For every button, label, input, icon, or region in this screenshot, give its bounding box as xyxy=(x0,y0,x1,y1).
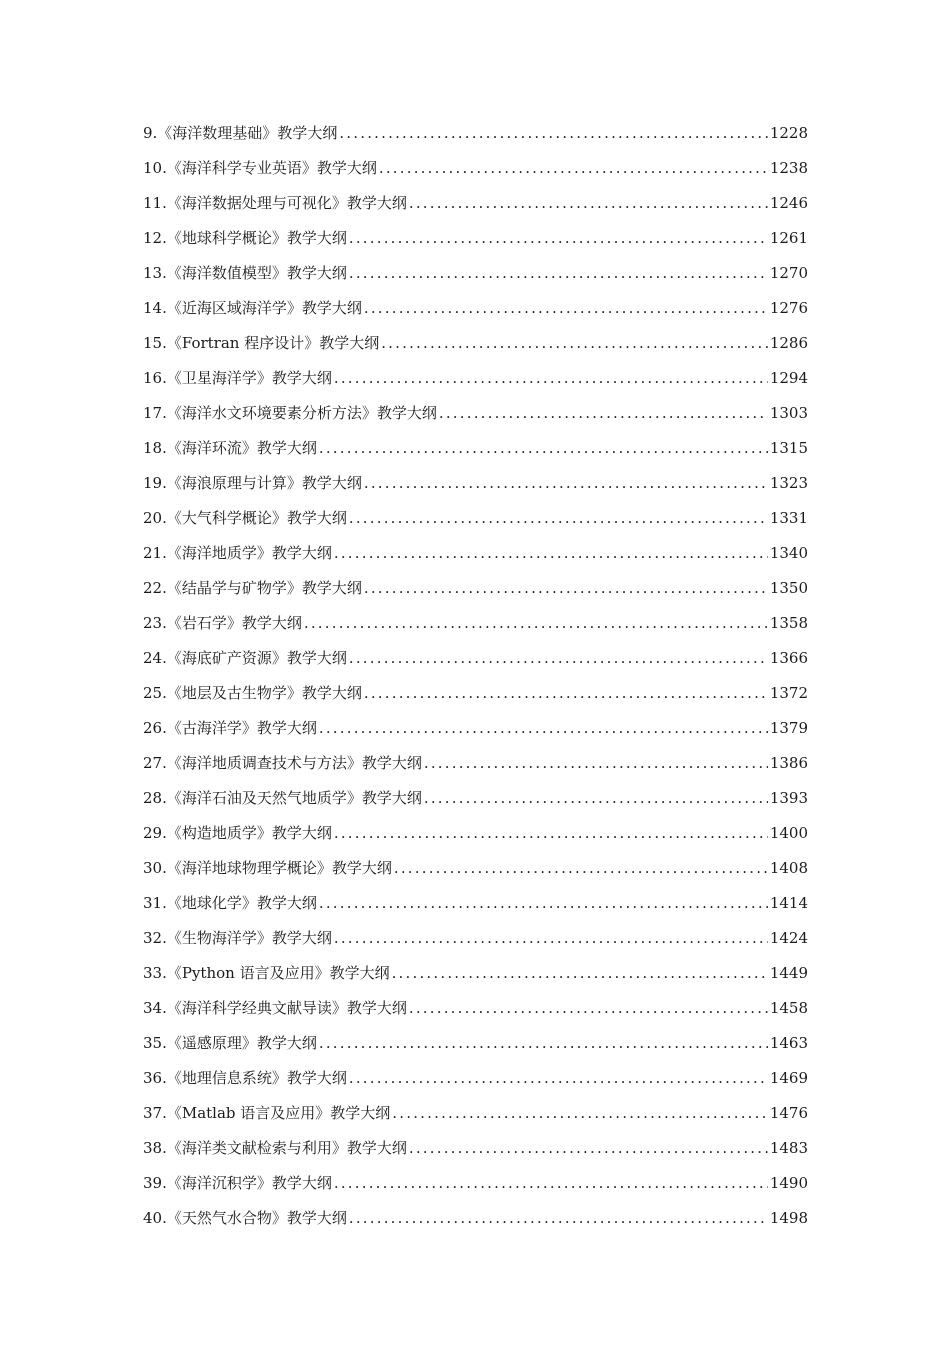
toc-entry-page: 1276 xyxy=(769,299,808,317)
dot-leader xyxy=(364,293,768,323)
toc-entry-page: 1424 xyxy=(769,929,808,947)
toc-entry-title: 14.《近海区域海洋学》教学大纲 xyxy=(143,299,362,317)
toc-entry[interactable] xyxy=(143,848,808,883)
toc-entry-title: 9.《海洋数理基础》教学大纲 xyxy=(143,124,338,142)
dot-leader xyxy=(319,433,768,463)
toc-entry[interactable] xyxy=(143,813,808,848)
toc-entry[interactable] xyxy=(143,673,808,708)
toc-entry-title: 16.《卫星海洋学》教学大纲 xyxy=(143,369,332,387)
toc-entry-page: 1331 xyxy=(769,509,808,527)
toc-entry-page: 1490 xyxy=(769,1174,808,1192)
toc-entry-page: 1458 xyxy=(769,999,808,1017)
toc-entry-title: 29.《构造地质学》教学大纲 xyxy=(143,824,332,842)
toc-entry-page: 1463 xyxy=(769,1034,808,1052)
dot-leader xyxy=(439,398,768,428)
toc-entry-page: 1476 xyxy=(769,1104,808,1122)
dot-leader xyxy=(409,188,768,218)
toc-entry-page: 1414 xyxy=(769,894,808,912)
toc-entry[interactable] xyxy=(143,1128,808,1163)
toc-entry[interactable] xyxy=(143,393,808,428)
toc-entry[interactable] xyxy=(143,148,808,183)
dot-leader xyxy=(424,748,768,778)
toc-entry[interactable] xyxy=(143,428,808,463)
toc-entry-title: 23.《岩石学》教学大纲 xyxy=(143,614,302,632)
toc-entry[interactable] xyxy=(143,1093,808,1128)
dot-leader xyxy=(381,328,768,358)
toc-entry-title: 13.《海洋数值模型》教学大纲 xyxy=(143,264,347,282)
toc-entry-title: 19.《海浪原理与计算》教学大纲 xyxy=(143,474,362,492)
toc-entry-page: 1483 xyxy=(769,1139,808,1157)
dot-leader xyxy=(319,713,768,743)
toc-entry[interactable] xyxy=(143,533,808,568)
toc-entry-title: 22.《结晶学与矿物学》教学大纲 xyxy=(143,579,362,597)
toc-entry-title: 28.《海洋石油及天然气地质学》教学大纲 xyxy=(143,789,422,807)
dot-leader xyxy=(364,468,768,498)
toc-entry-title: 32.《生物海洋学》教学大纲 xyxy=(143,929,332,947)
dot-leader xyxy=(409,993,768,1023)
toc-entry-page: 1449 xyxy=(769,964,808,982)
toc-entry-page: 1246 xyxy=(769,194,808,212)
toc-entry-title: 39.《海洋沉积学》教学大纲 xyxy=(143,1174,332,1192)
toc-entry-title: 40.《天然气水合物》教学大纲 xyxy=(143,1209,347,1227)
toc-entry-page: 1386 xyxy=(769,754,808,772)
toc-entry-page: 1286 xyxy=(769,334,808,352)
dot-leader xyxy=(319,888,768,918)
toc-entry[interactable] xyxy=(143,883,808,918)
dot-leader xyxy=(379,153,768,183)
dot-leader xyxy=(392,958,768,988)
toc-entry-title: 20.《大气科学概论》教学大纲 xyxy=(143,509,347,527)
dot-leader xyxy=(349,643,768,673)
toc-entry[interactable] xyxy=(143,323,808,358)
toc-entry-title: 25.《地层及古生物学》教学大纲 xyxy=(143,684,362,702)
toc-entry[interactable] xyxy=(143,778,808,813)
dot-leader xyxy=(319,1028,768,1058)
toc-entry[interactable] xyxy=(143,603,808,638)
toc-entry-page: 1294 xyxy=(769,369,808,387)
toc-entry-title: 18.《海洋环流》教学大纲 xyxy=(143,439,317,457)
table-of-contents xyxy=(143,113,808,1233)
toc-entry-page: 1469 xyxy=(769,1069,808,1087)
toc-entry-title: 24.《海底矿产资源》教学大纲 xyxy=(143,649,347,667)
toc-entry-page: 1340 xyxy=(769,544,808,562)
toc-entry-page: 1379 xyxy=(769,719,808,737)
dot-leader xyxy=(409,1133,768,1163)
toc-entry-title: 37.《Matlab 语言及应用》教学大纲 xyxy=(143,1104,391,1122)
toc-entry-title: 21.《海洋地质学》教学大纲 xyxy=(143,544,332,562)
toc-entry[interactable] xyxy=(143,288,808,323)
toc-entry-title: 38.《海洋类文献检索与利用》教学大纲 xyxy=(143,1139,407,1157)
toc-entry-title: 15.《Fortran 程序设计》教学大纲 xyxy=(143,334,380,352)
toc-entry-title: 11.《海洋数据处理与可视化》教学大纲 xyxy=(143,194,407,212)
dot-leader xyxy=(334,923,768,953)
dot-leader xyxy=(339,118,767,148)
toc-entry[interactable] xyxy=(143,918,808,953)
dot-leader xyxy=(424,783,768,813)
dot-leader xyxy=(364,573,768,603)
dot-leader xyxy=(349,223,768,253)
dot-leader xyxy=(392,1098,768,1128)
toc-entry-page: 1315 xyxy=(769,439,808,457)
toc-entry[interactable] xyxy=(143,463,808,498)
dot-leader xyxy=(349,1063,768,1093)
toc-entry-page: 1303 xyxy=(769,404,808,422)
dot-leader xyxy=(394,853,768,883)
toc-entry-title: 31.《地球化学》教学大纲 xyxy=(143,894,317,912)
toc-entry-page: 1366 xyxy=(769,649,808,667)
toc-entry-title: 34.《海洋科学经典文献导读》教学大纲 xyxy=(143,999,407,1017)
toc-entry-title: 12.《地球科学概论》教学大纲 xyxy=(143,229,347,247)
toc-entry-page: 1350 xyxy=(769,579,808,597)
toc-entry[interactable] xyxy=(143,358,808,393)
toc-entry[interactable] xyxy=(143,638,808,673)
toc-entry-title: 35.《遥感原理》教学大纲 xyxy=(143,1034,317,1052)
toc-entry-title: 33.《Python 语言及应用》教学大纲 xyxy=(143,964,390,982)
toc-entry-page: 1323 xyxy=(769,474,808,492)
toc-entry[interactable] xyxy=(143,253,808,288)
toc-entry[interactable] xyxy=(143,218,808,253)
toc-entry-page: 1228 xyxy=(769,124,808,142)
dot-leader xyxy=(304,608,768,638)
toc-entry[interactable] xyxy=(143,708,808,743)
dot-leader xyxy=(334,1168,768,1198)
toc-entry-title: 36.《地理信息系统》教学大纲 xyxy=(143,1069,347,1087)
toc-entry-page: 1238 xyxy=(769,159,808,177)
toc-entry-page: 1393 xyxy=(769,789,808,807)
toc-entry-title: 17.《海洋水文环境要素分析方法》教学大纲 xyxy=(143,404,437,422)
toc-entry-page: 1372 xyxy=(769,684,808,702)
toc-entry[interactable] xyxy=(143,1058,808,1093)
dot-leader xyxy=(364,678,768,708)
toc-entry[interactable] xyxy=(143,953,808,988)
toc-entry[interactable] xyxy=(143,113,808,148)
dot-leader xyxy=(349,258,768,288)
toc-entry-page: 1400 xyxy=(769,824,808,842)
toc-entry-title: 30.《海洋地球物理学概论》教学大纲 xyxy=(143,859,392,877)
toc-entry[interactable] xyxy=(143,1163,808,1198)
dot-leader xyxy=(349,503,768,533)
toc-entry-page: 1270 xyxy=(769,264,808,282)
dot-leader xyxy=(334,538,768,568)
toc-entry[interactable] xyxy=(143,183,808,218)
toc-entry-title: 10.《海洋科学专业英语》教学大纲 xyxy=(143,159,377,177)
toc-entry[interactable] xyxy=(143,1023,808,1058)
toc-entry[interactable] xyxy=(143,743,808,778)
toc-entry-page: 1358 xyxy=(769,614,808,632)
dot-leader xyxy=(334,363,768,393)
toc-entry-title: 26.《古海洋学》教学大纲 xyxy=(143,719,317,737)
toc-entry[interactable] xyxy=(143,988,808,1023)
toc-entry-title: 27.《海洋地质调查技术与方法》教学大纲 xyxy=(143,754,422,772)
dot-leader xyxy=(349,1203,768,1233)
toc-entry-page: 1498 xyxy=(769,1209,808,1227)
toc-entry-page: 1261 xyxy=(769,229,808,247)
toc-entry[interactable] xyxy=(143,1198,808,1233)
dot-leader xyxy=(334,818,768,848)
toc-entry[interactable] xyxy=(143,568,808,603)
toc-entry[interactable] xyxy=(143,498,808,533)
toc-entry-page: 1408 xyxy=(769,859,808,877)
